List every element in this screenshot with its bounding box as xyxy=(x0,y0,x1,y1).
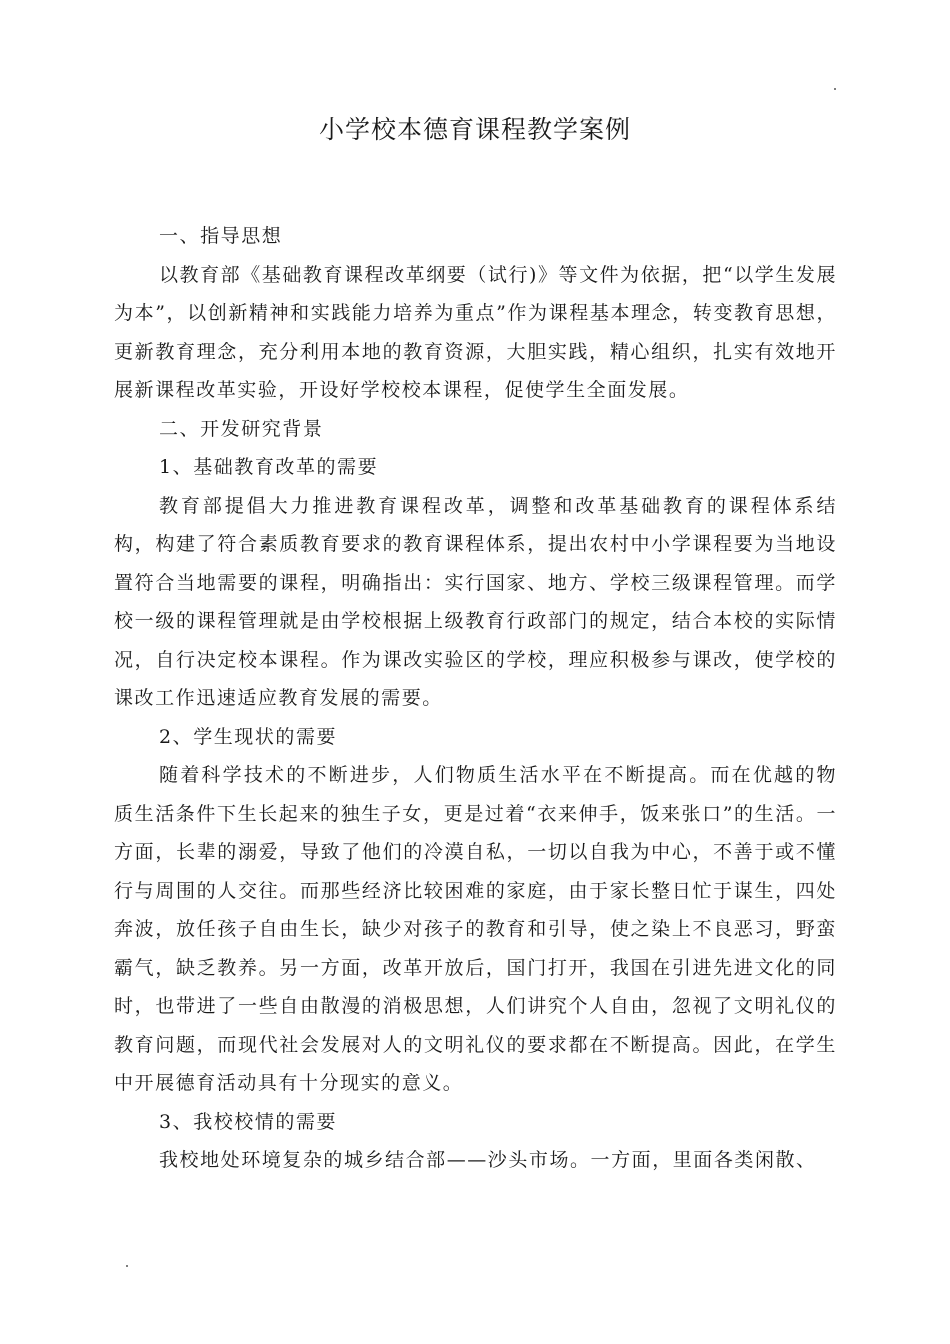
section-heading-guiding-thought: 一、指导思想 xyxy=(159,225,283,247)
page-corner-mark xyxy=(834,88,836,90)
document-body xyxy=(114,217,837,1180)
paragraph-school-situation: 我校地处环境复杂的城乡结合部——沙头市场。一方面，里面各类闲散、 xyxy=(159,1149,817,1171)
page-corner-mark xyxy=(126,1265,128,1267)
section-heading-background: 二、开发研究背景 xyxy=(159,417,324,440)
paragraph-guiding-thought: 以教育部《基础教育课程改革纲要（试行)》等文件为依据，把“以学生发展为本”，以创新精神和实践能力培养为重点”作为课程基本理念，转变教育思想，更新教育理念，充分利用本地的教育资源，大胆实践，精心组织，扎实有效地开展新课程改革实验，开设好学校校本课程，促使学生全面发展。 xyxy=(114,263,837,401)
subheading-school-situation: 3、我校校情的需要 xyxy=(159,1110,338,1133)
document-title: 小学校本德育课程教学案例 xyxy=(318,115,631,144)
subheading-education-reform: 1、基础教育改革的需要 xyxy=(159,456,379,478)
paragraph-education-reform: 教育部提倡大力推进教育课程改革，调整和改革基础教育的课程体系结构，构建了符合素质教育要求的教育课程体系，提出农村中小学课程要为当地设置符合当地需要的课程，明确指出：实行国家、地方、学校三级课程管理。而学校一级的课程管理就是由学校根据上级教育行政部门的规定，结合本校的实际情况，自行决定校本课程。作为课改实验区的学校，理应积极参与课改，使学校的课改工作迅速适应教育发展的需要。 xyxy=(114,494,837,709)
subheading-student-status: 2、学生现状的需要 xyxy=(159,725,338,748)
paragraph-student-status: 随着科学技术的不断进步，人们物质生活水平在不断提高。而在优越的物质生活条件下生长起来的独生子女，更是过着“衣来伸手，饭来张口”的生活。一方面，长辈的溺爱，导致了他们的冷漠自私，一切以自我为中心，不善于或不懂行与周围的人交往。而那些经济比较困难的家庭，由于家长整日忙于谋生，四处奔波，放任孩子自由生长，缺少对孩子的教育和引导，使之染上不良恶习，野蛮霸气，缺乏教养。另一方面，改革开放后，国门打开，我国在引进先进文化的同时，也带进了一些自由散漫的消极思想，人们讲究个人自由，忽视了文明礼仪的教育问题，而现代社会发展对人的文明礼仪的要求都在不断提高。因此，在学生中开展德育活动具有十分现实的意义。 xyxy=(114,764,837,1094)
